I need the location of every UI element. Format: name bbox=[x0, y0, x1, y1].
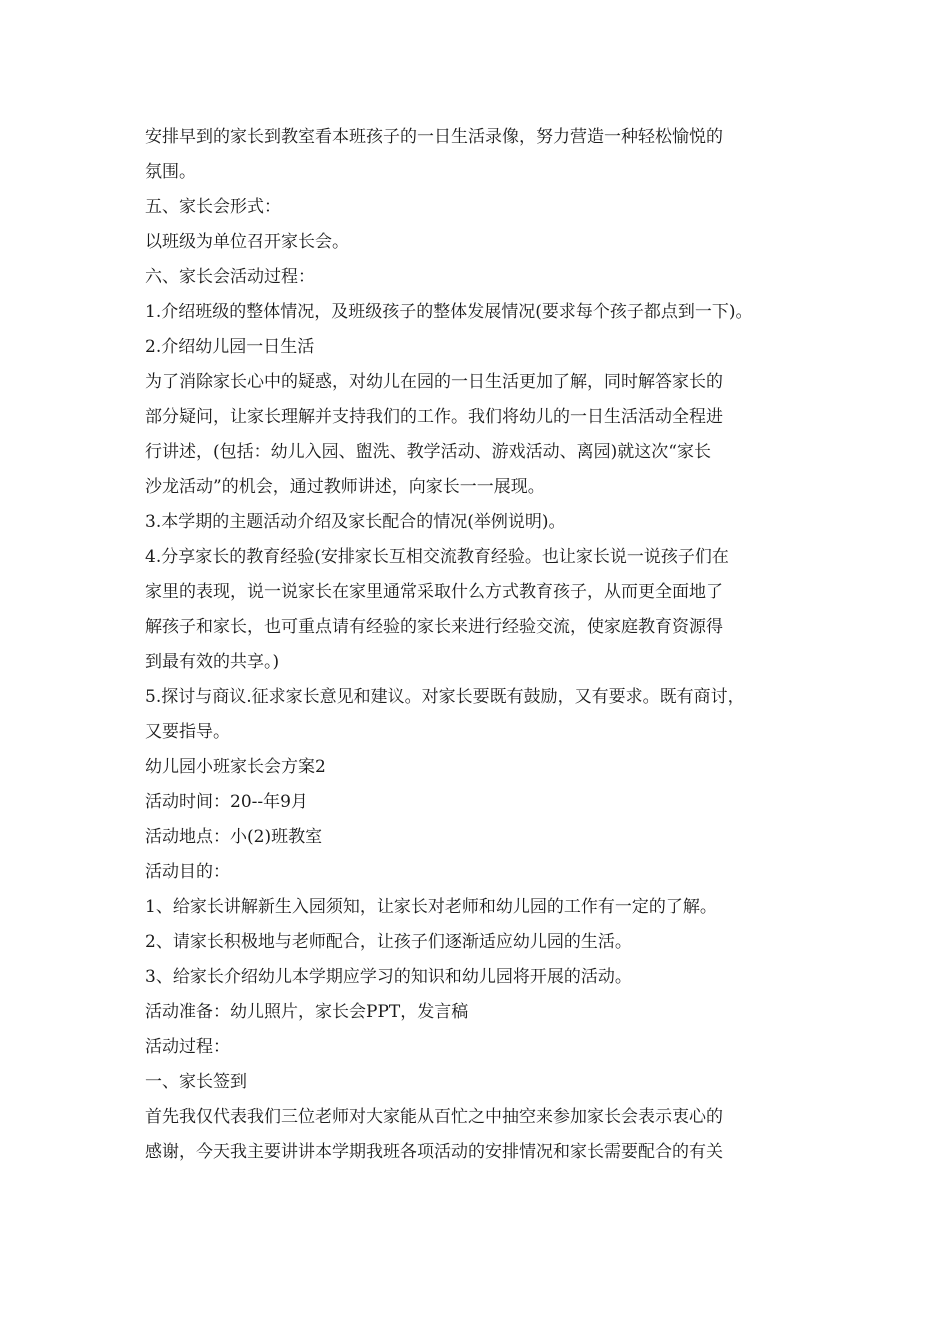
document-body bbox=[145, 120, 820, 1170]
text-line: 为了消除家长心中的疑惑，对幼儿在园的一日生活更加了解，同时解答家长的 bbox=[145, 372, 723, 392]
text-line: 部分疑问，让家长理解并支持我们的工作。我们将幼儿的一日生活活动全程进 bbox=[145, 407, 723, 427]
text-line: 行讲述，(包括：幼儿入园、盥洗、教学活动、游戏活动、离园)就这次“家长 bbox=[145, 442, 711, 462]
text-line: 感谢，今天我主要讲讲本学期我班各项活动的安排情况和家长需要配合的有关 bbox=[145, 1142, 723, 1162]
list-item: 1、给家长讲解新生入园须知，让家长对老师和幼儿园的工作有一定的了解。 bbox=[145, 897, 717, 917]
section-heading: 活动过程： bbox=[145, 1037, 230, 1057]
text-line: 首先我仅代表我们三位老师对大家能从百忙之中抽空来参加家长会表示衷心的 bbox=[145, 1107, 723, 1127]
list-item: 3.本学期的主题活动介绍及家长配合的情况(举例说明)。 bbox=[145, 512, 566, 532]
text-line: 安排早到的家长到教室看本班孩子的一日生活录像，努力营造一种轻松愉悦的 bbox=[145, 127, 723, 147]
text-line: 以班级为单位召开家长会。 bbox=[145, 232, 349, 252]
list-item: 3、给家长介绍幼儿本学期应学习的知识和幼儿园将开展的活动。 bbox=[145, 967, 632, 987]
document-subtitle: 幼儿园小班家长会方案2 bbox=[145, 757, 326, 777]
text-line: 活动时间：20--年9月 bbox=[145, 792, 308, 812]
text-line: 解孩子和家长，也可重点请有经验的家长来进行经验交流，使家庭教育资源得 bbox=[145, 617, 723, 637]
list-item: 1.介绍班级的整体情况，及班级孩子的整体发展情况(要求每个孩子都点到一下)。 bbox=[145, 302, 753, 322]
text-line: 又要指导。 bbox=[145, 722, 230, 742]
list-item: 4.分享家长的教育经验(安排家长互相交流教育经验。也让家长说一说孩子们在 bbox=[145, 547, 729, 567]
list-item: 2、请家长积极地与老师配合，让孩子们逐渐适应幼儿园的生活。 bbox=[145, 932, 632, 952]
text-line: 氛围。 bbox=[145, 162, 196, 182]
section-heading: 五、家长会形式： bbox=[145, 197, 281, 217]
section-heading: 六、家长会活动过程： bbox=[145, 267, 315, 287]
text-line: 活动地点：小(2)班教室 bbox=[145, 827, 323, 847]
section-heading: 活动目的： bbox=[145, 862, 230, 882]
text-line: 家里的表现，说一说家长在家里通常采取什么方式教育孩子，从而更全面地了 bbox=[145, 582, 723, 602]
list-item: 5.探讨与商议.征求家长意见和建议。对家长要既有鼓励，又有要求。既有商讨， bbox=[145, 687, 745, 707]
text-line: 活动准备：幼儿照片，家长会PPT，发言稿 bbox=[145, 1002, 469, 1022]
section-heading: 一、家长签到 bbox=[145, 1072, 247, 1092]
list-item: 2.介绍幼儿园一日生活 bbox=[145, 337, 315, 357]
text-line: 到最有效的共享。) bbox=[145, 652, 280, 672]
text-line: 沙龙活动”的机会，通过教师讲述，向家长一一展现。 bbox=[145, 477, 545, 497]
